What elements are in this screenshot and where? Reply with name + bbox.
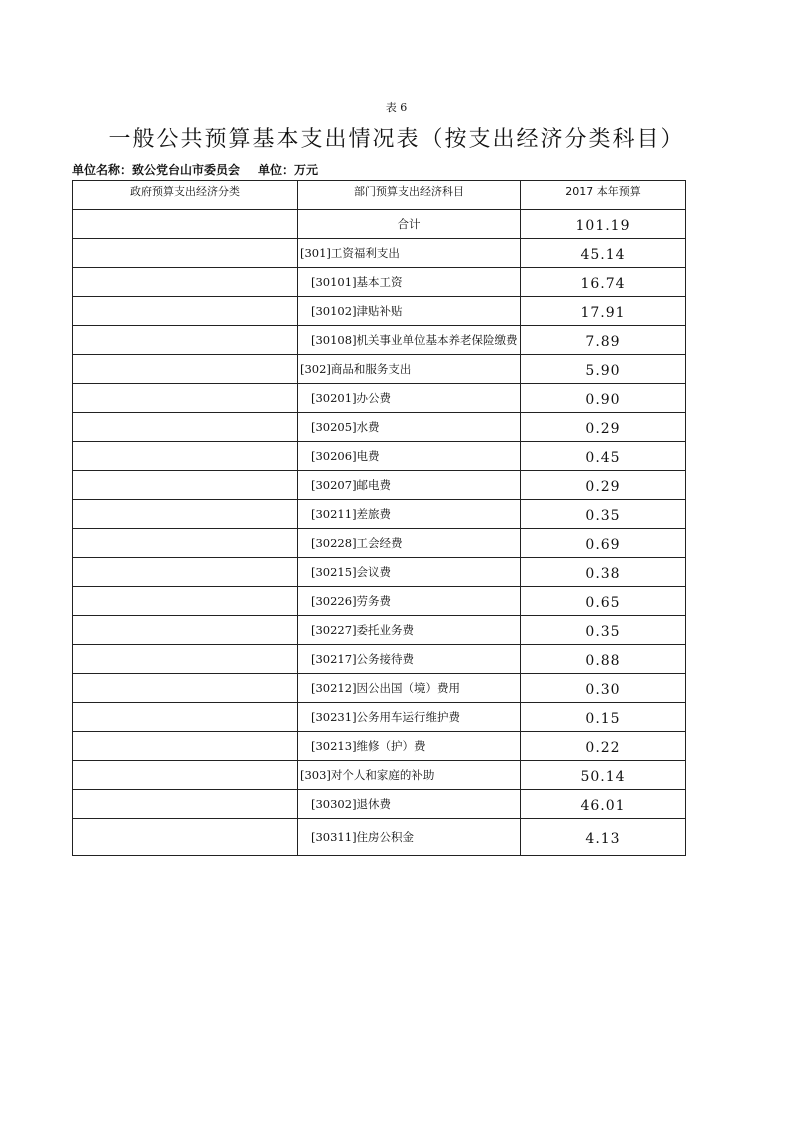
gov-classification-cell (73, 210, 298, 239)
amount-cell: 0.38 (521, 558, 686, 587)
dept-item-cell: [30205]水费 (298, 413, 521, 442)
table-body (73, 210, 686, 856)
gov-classification-cell (73, 355, 298, 384)
amount-cell: 4.13 (521, 819, 686, 856)
gov-classification-cell (73, 558, 298, 587)
gov-classification-cell (73, 674, 298, 703)
dept-item-cell: [30206]电费 (298, 442, 521, 471)
amount-cell: 5.90 (521, 355, 686, 384)
dept-item-cell: [30213]维修（护）费 (298, 732, 521, 761)
amount-cell: 0.88 (521, 645, 686, 674)
amount-cell: 7.89 (521, 326, 686, 355)
amount-cell: 17.91 (521, 297, 686, 326)
table-row (73, 268, 686, 297)
gov-classification-cell (73, 703, 298, 732)
table-number: 表 6 (385, 101, 408, 114)
amount-cell: 16.74 (521, 268, 686, 297)
unit-label: 单位：万元 (258, 163, 319, 177)
gov-classification-cell (73, 297, 298, 326)
table-row (73, 790, 686, 819)
gov-classification-cell (73, 384, 298, 413)
amount-cell: 0.45 (521, 442, 686, 471)
table-row (73, 500, 686, 529)
dept-item-cell: [302]商品和服务支出 (298, 355, 521, 384)
header-dept-item: 部门预算支出经济科目 (298, 181, 521, 210)
dept-item-cell: [30212]因公出国（境）费用 (298, 674, 521, 703)
amount-cell: 0.29 (521, 471, 686, 500)
unit-info (72, 161, 318, 178)
dept-item-cell: [30201]办公费 (298, 384, 521, 413)
table-row (73, 761, 686, 790)
gov-classification-cell (73, 790, 298, 819)
table-row (73, 239, 686, 268)
page-title: 一般公共预算基本支出情况表（按支出经济分类科目） (108, 127, 685, 152)
unit-name: 单位名称：致公党台山市委员会 (72, 163, 241, 177)
amount-cell: 0.35 (521, 500, 686, 529)
gov-classification-cell (73, 761, 298, 790)
amount-cell: 0.30 (521, 674, 686, 703)
table-row (73, 558, 686, 587)
dept-item-cell: [301]工资福利支出 (298, 239, 521, 268)
table-row (73, 355, 686, 384)
table-row (73, 703, 686, 732)
gov-classification-cell (73, 529, 298, 558)
table-row (73, 297, 686, 326)
gov-classification-cell (73, 587, 298, 616)
dept-item-cell: [30215]会议费 (298, 558, 521, 587)
header-budget-2017: 2017 本年预算 (521, 181, 686, 210)
table-row (73, 587, 686, 616)
amount-cell: 0.90 (521, 384, 686, 413)
gov-classification-cell (73, 471, 298, 500)
table-row (73, 413, 686, 442)
table-header-row (73, 181, 686, 210)
dept-item-cell: [30207]邮电费 (298, 471, 521, 500)
gov-classification-cell (73, 645, 298, 674)
amount-cell: 0.35 (521, 616, 686, 645)
dept-item-cell: [30211]差旅费 (298, 500, 521, 529)
gov-classification-cell (73, 268, 298, 297)
table-row (73, 210, 686, 239)
dept-item-cell: [303]对个人和家庭的补助 (298, 761, 521, 790)
gov-classification-cell (73, 413, 298, 442)
dept-item-cell: [30217]公务接待费 (298, 645, 521, 674)
table-row (73, 384, 686, 413)
table-row (73, 442, 686, 471)
amount-cell: 0.15 (521, 703, 686, 732)
amount-cell: 45.14 (521, 239, 686, 268)
dept-item-cell: [30231]公务用车运行维护费 (298, 703, 521, 732)
gov-classification-cell (73, 616, 298, 645)
dept-item-cell: 合计 (298, 210, 521, 239)
table-row (73, 471, 686, 500)
dept-item-cell: [30226]劳务费 (298, 587, 521, 616)
amount-cell: 50.14 (521, 761, 686, 790)
gov-classification-cell (73, 819, 298, 856)
dept-item-cell: [30227]委托业务费 (298, 616, 521, 645)
gov-classification-cell (73, 732, 298, 761)
table-row (73, 616, 686, 645)
gov-classification-cell (73, 500, 298, 529)
dept-item-cell: [30302]退休费 (298, 790, 521, 819)
table-row (73, 674, 686, 703)
amount-cell: 101.19 (521, 210, 686, 239)
dept-item-cell: [30101]基本工资 (298, 268, 521, 297)
table-row (73, 645, 686, 674)
amount-cell: 0.22 (521, 732, 686, 761)
header-gov-classification: 政府预算支出经济分类 (73, 181, 298, 210)
gov-classification-cell (73, 326, 298, 355)
table-row (73, 529, 686, 558)
dept-item-cell: [30228]工会经费 (298, 529, 521, 558)
dept-item-cell: [30102]津贴补贴 (298, 297, 521, 326)
amount-cell: 0.65 (521, 587, 686, 616)
table-row (73, 819, 686, 856)
amount-cell: 0.69 (521, 529, 686, 558)
dept-item-cell: [30311]住房公积金 (298, 819, 521, 856)
gov-classification-cell (73, 239, 298, 268)
amount-cell: 0.29 (521, 413, 686, 442)
dept-item-cell: [30108]机关事业单位基本养老保险缴费 (298, 326, 521, 355)
amount-cell: 46.01 (521, 790, 686, 819)
budget-table (72, 180, 686, 856)
table-row (73, 326, 686, 355)
table-row (73, 732, 686, 761)
gov-classification-cell (73, 442, 298, 471)
